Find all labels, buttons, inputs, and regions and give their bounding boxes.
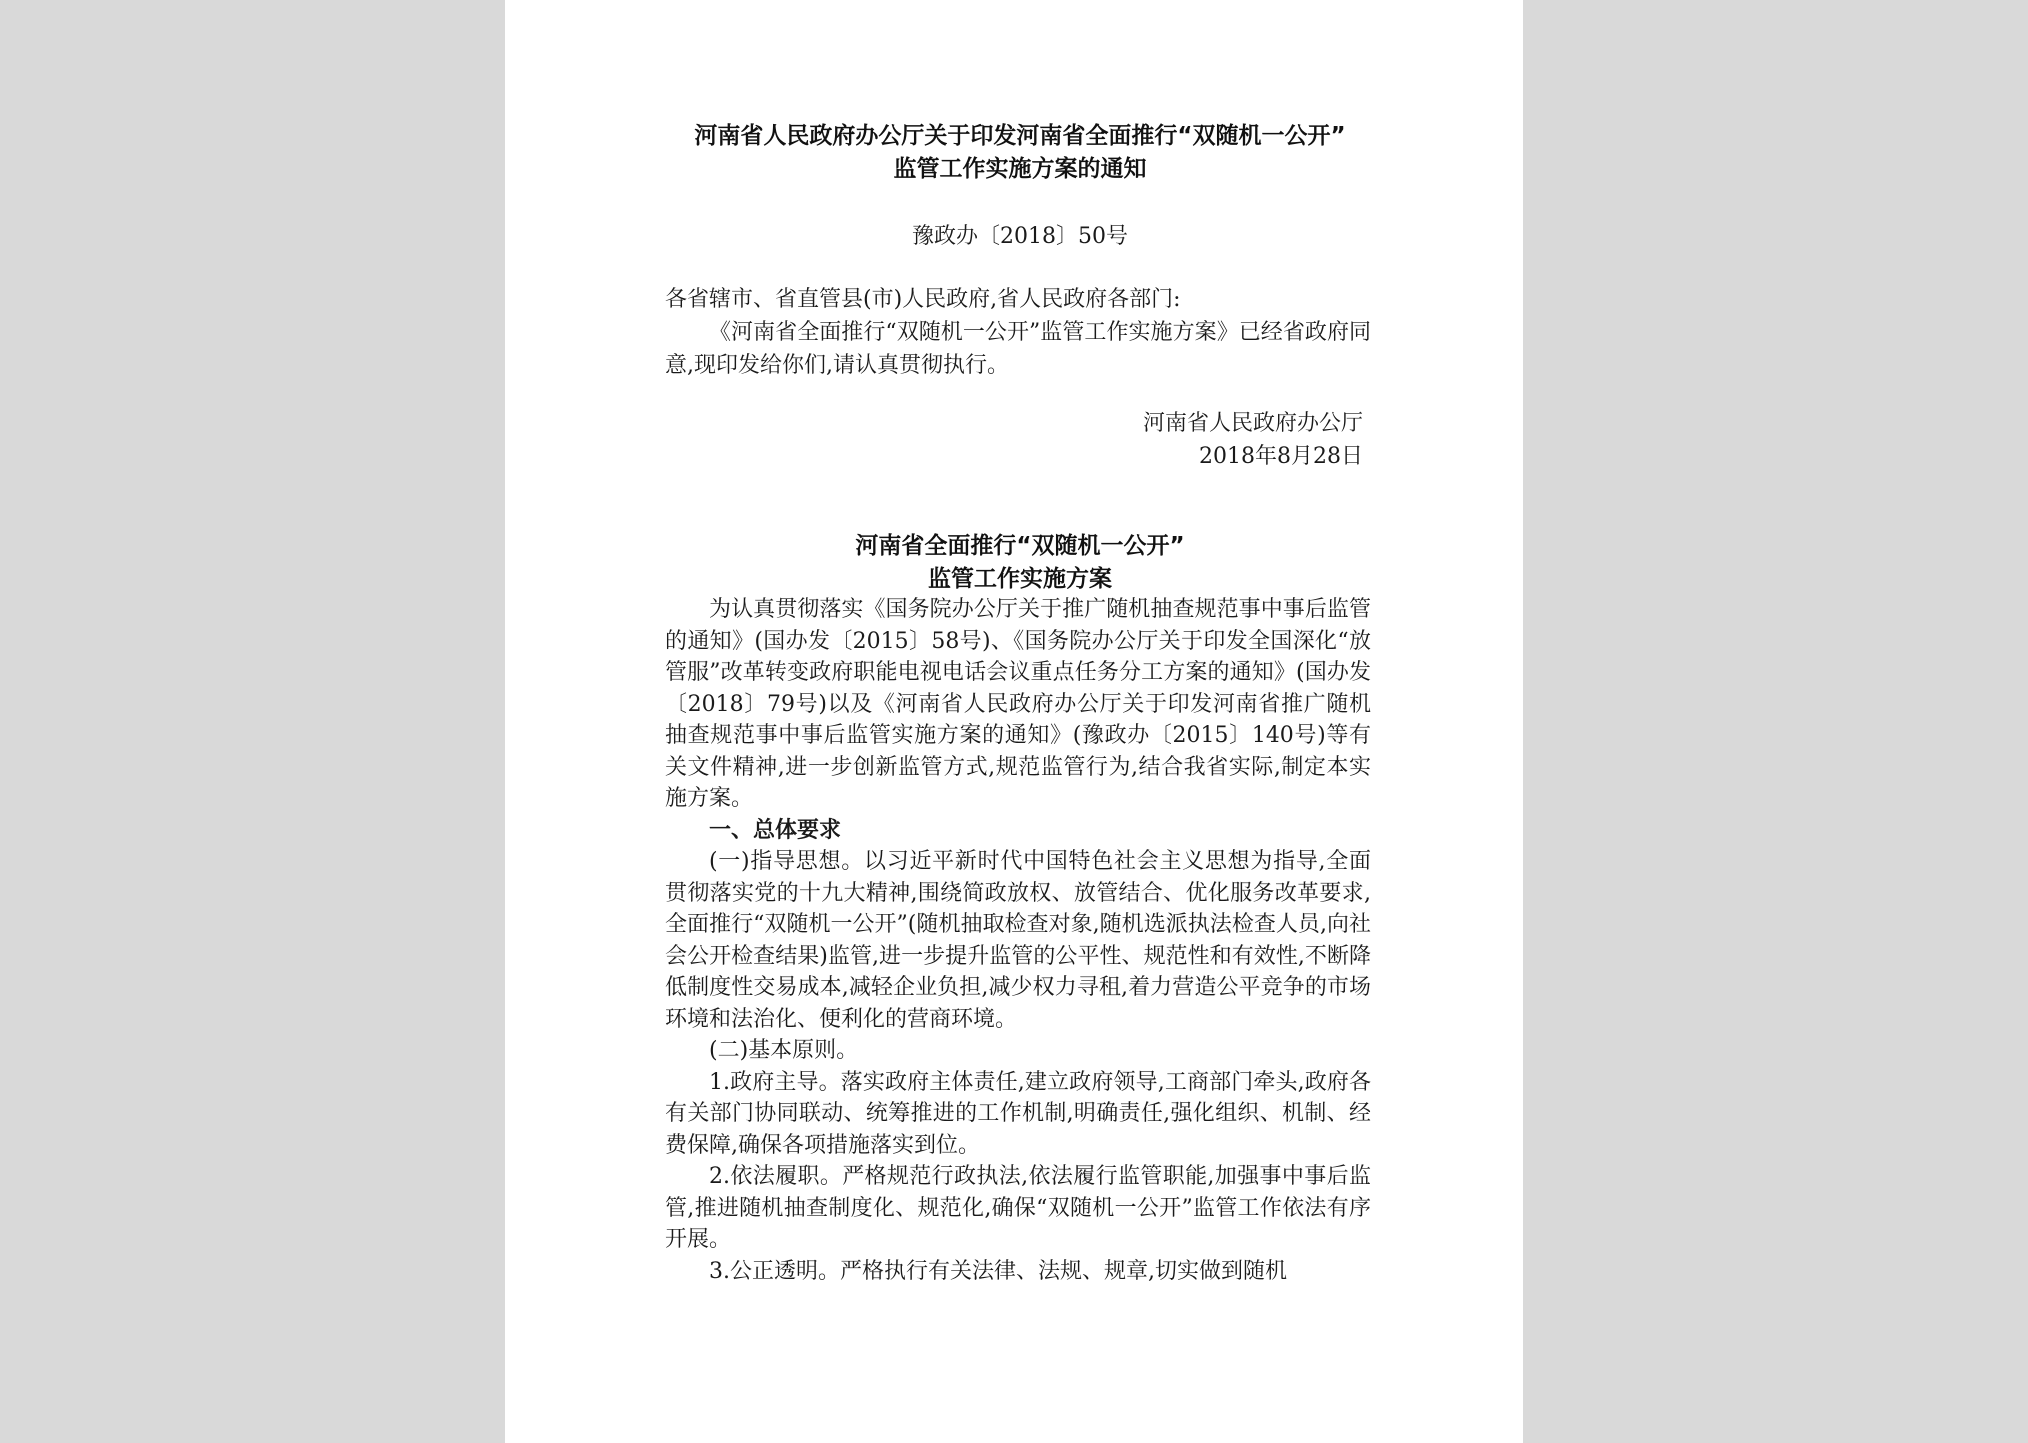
plan-title-line1: 河南省全面推行“双随机一公开”: [855, 533, 1185, 559]
notice-paragraph: 《河南省全面推行“双随机一公开”监管工作实施方案》已经省政府同意,现印发给你们,请认真贯彻执行。: [665, 320, 1371, 378]
notice-title-line1: 河南省人民政府办公厅关于印发河南省全面推行“双随机一公开”: [694, 123, 1346, 149]
section-heading: 一、总体要求: [709, 817, 842, 843]
notice-body: [665, 283, 1371, 382]
issue-date: 2018年8月28日: [1199, 444, 1363, 469]
principle-paragraph: 2.依法履职。严格规范行政执法,依法履行监管职能,加强事中事后监管,推进随机抽查制度化、规范化,确保“双随机一公开”监管工作依法有序开展。: [665, 1164, 1371, 1252]
plan-title: [625, 530, 1415, 596]
document-number: 豫政办〔2018〕50号: [912, 224, 1128, 249]
issuer: 河南省人民政府办公厅: [1142, 411, 1363, 436]
basic-principles-heading: (二)基本原则。: [709, 1038, 859, 1063]
salutation: 各省辖市、省直管县(市)人民政府,省人民政府各部门:: [665, 287, 1181, 312]
signature-block: [1143, 407, 1363, 473]
notice-title: [625, 120, 1415, 186]
notice-title-line2: 监管工作实施方案的通知: [893, 156, 1147, 182]
principle-paragraph: 3.公正透明。严格执行有关法律、法规、规章,切实做到随机: [709, 1258, 1287, 1284]
plan-body: [665, 594, 1371, 1287]
guiding-thought-paragraph: (一)指导思想。以习近平新时代中国特色社会主义思想为指导,全面贯彻落实党的十九大精神,围绕简政放权、放管结合、优化服务改革要求,全面推行“双随机一公开”(随机抽取检查对象,随机选派执法检查人员,向社会公开检查结果)监管,进一步提升监管的公平性、规范性和有效性,不断降低制度性交易成本,减轻企业负担,减少权力寻租,着力营造公平竞争的市场环境和法治化、便利化的营商环境。: [665, 849, 1371, 1032]
document-page: [505, 0, 1523, 1443]
intro-paragraph: 为认真贯彻落实《国务院办公厅关于推广随机抽查规范事中事后监管的通知》(国办发〔2015〕58号)、《国务院办公厅关于印发全国深化“放管服”改革转变政府职能电视电话会议重点任务分工方案的通知》(国办发〔2018〕79号)以及《河南省人民政府办公厅关于印发河南省推广随机抽查规范事中事后监管实施方案的通知》(豫政办〔2015〕140号)等有关文件精神,进一步创新监管方式,规范监管行为,结合我省实际,制定本实施方案。: [665, 597, 1371, 811]
principle-paragraph: 1.政府主导。落实政府主体责任,建立政府领导,工商部门牵头,政府各有关部门协同联动、统筹推进的工作机制,明确责任,强化组织、机制、经费保障,确保各项措施落实到位。: [665, 1069, 1371, 1158]
plan-title-line2: 监管工作实施方案: [928, 566, 1112, 592]
